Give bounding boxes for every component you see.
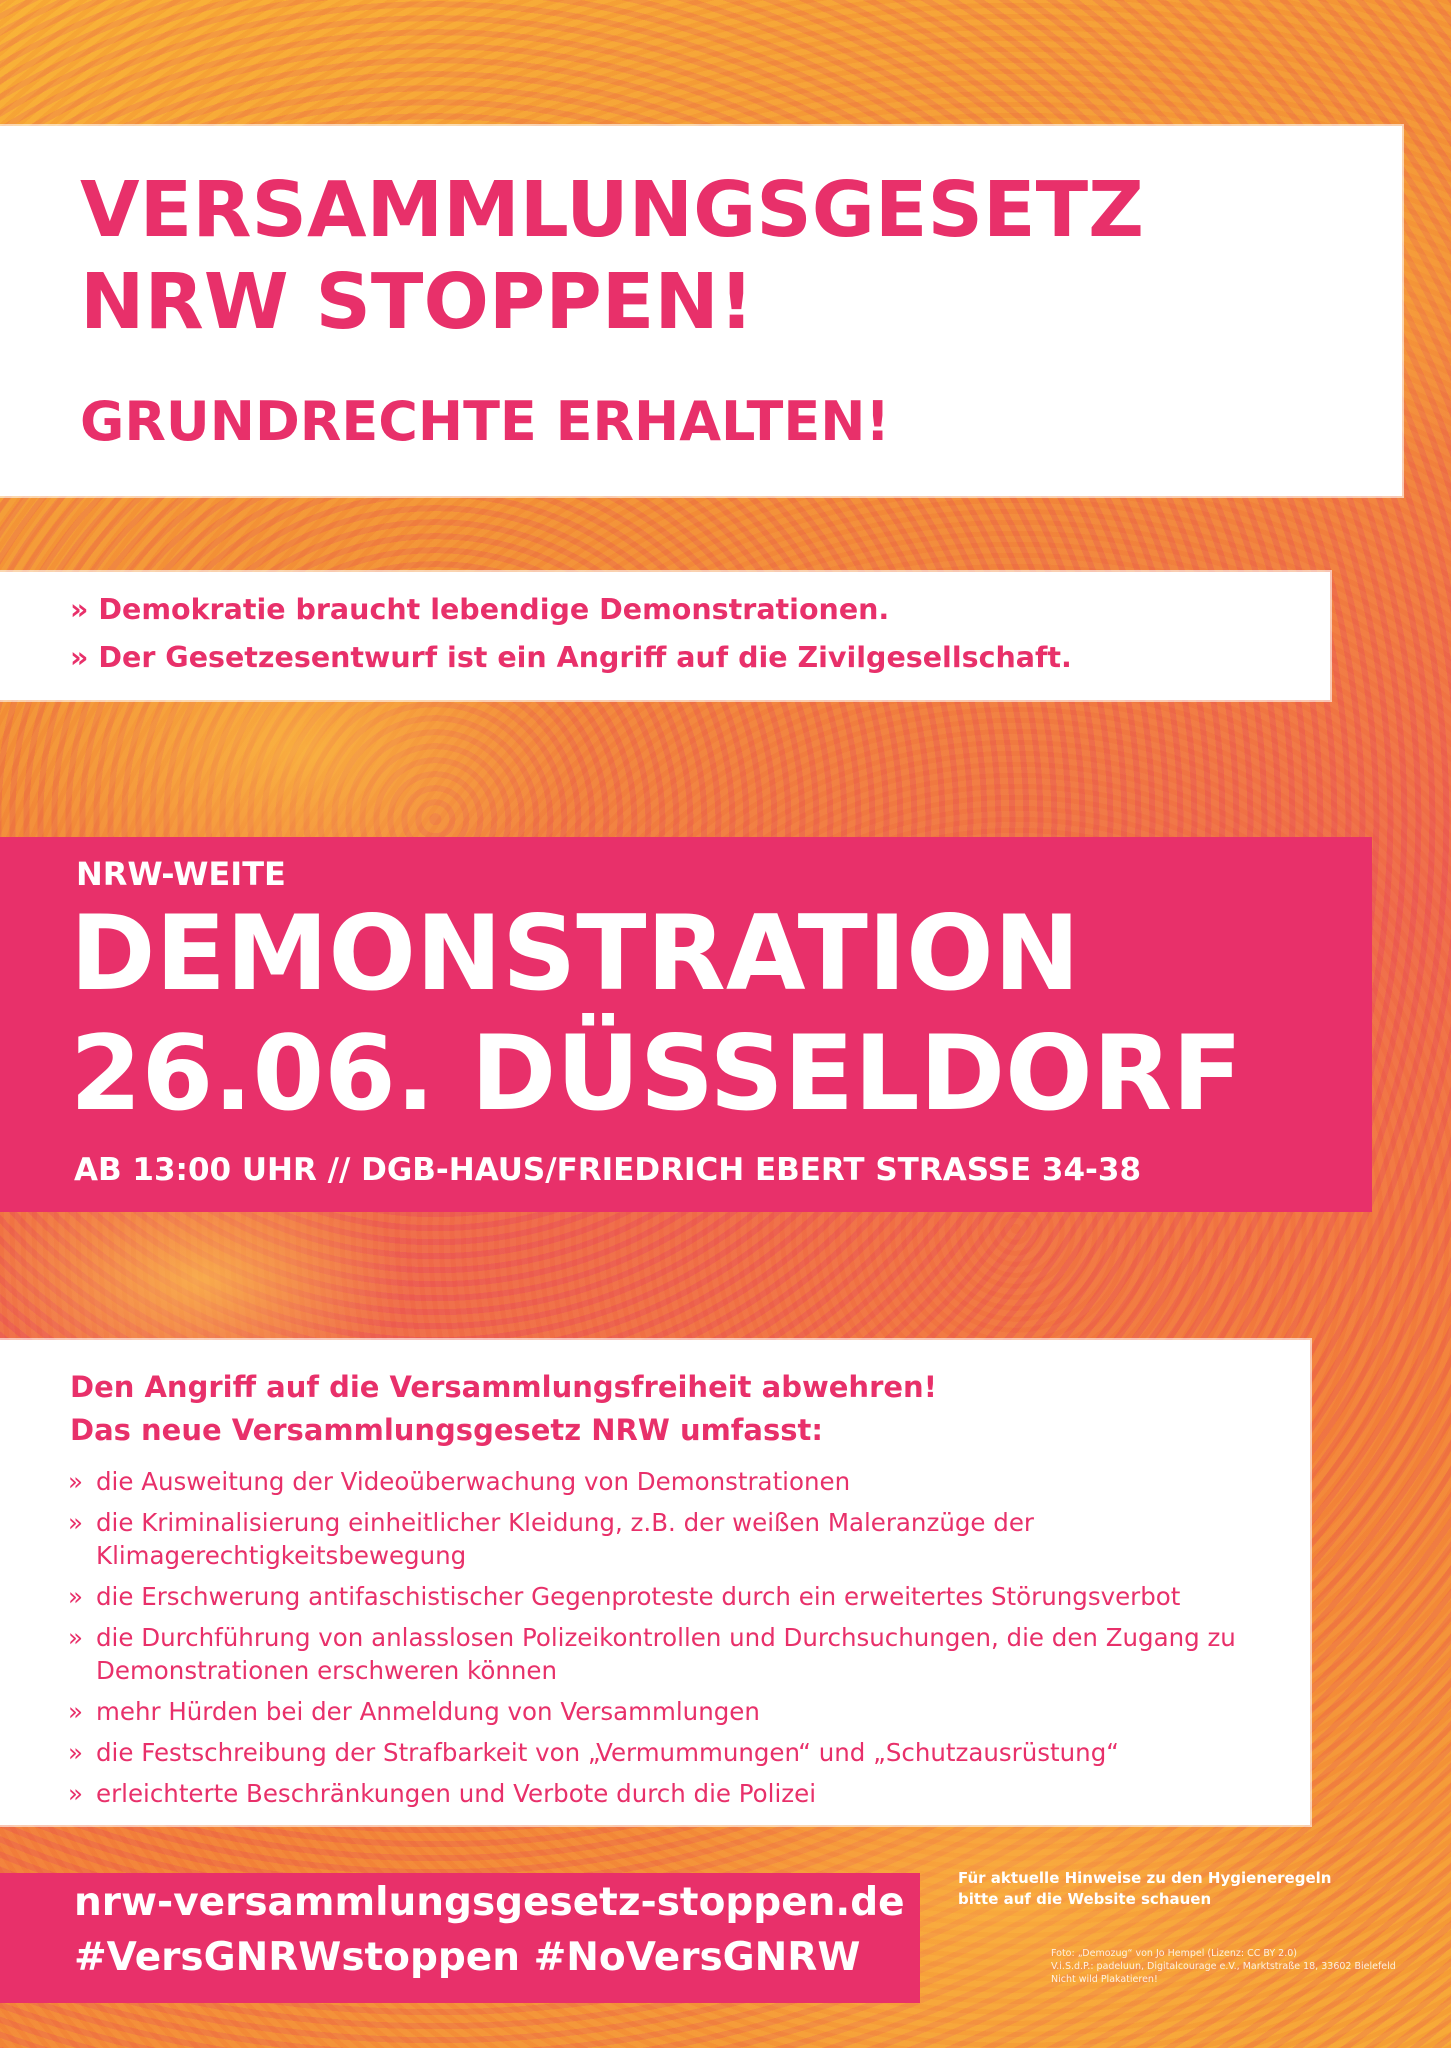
list-item: » die Kriminalisierung einheitlicher Kleidung, z.B. der weißen Maleranzüge der Klimagerechtigkeitsbewegung — [68, 1508, 1034, 1570]
event-kicker: NRW-WEITE — [76, 855, 286, 893]
claim-2: » Der Gesetzesentwurf ist ein Angriff auf die Zivilgesellschaft. — [70, 641, 1072, 674]
list-item: » mehr Hürden bei der Anmeldung von Versammlungen — [68, 1697, 760, 1726]
bullet-icon: » — [68, 1738, 83, 1767]
photo-credit: Foto: „Demozug“ von Jo Hempel (Lizenz: CC BY 2.0) — [1051, 1948, 1297, 1959]
hygiene-note-1: Für aktuelle Hinweise zu den Hygieneregeln — [958, 1869, 1332, 1887]
hygiene-note-2: bitte auf die Website schauen — [958, 1890, 1212, 1908]
bullet-icon: » — [68, 1623, 83, 1652]
subtitle: GRUNDRECHTE ERHALTEN! — [80, 390, 891, 453]
bullet-icon: » — [68, 1697, 83, 1726]
imprint: V.i.S.d.P.: padeluun, Digitalcourage e.V., Marktstraße 18, 33602 Bielefeld — [1051, 1961, 1396, 1972]
list-item: » die Ausweitung der Videoüberwachung von Demonstrationen — [68, 1467, 851, 1496]
bullet-icon: » — [68, 1779, 83, 1808]
claim-1: » Demokratie braucht lebendige Demonstrationen. — [70, 593, 890, 626]
event-headline-1: DEMONSTRATION — [70, 894, 1080, 1014]
list-item: » die Erschwerung antifaschistischer Gegenproteste durch ein erweitertes Störungsverbot — [68, 1582, 1181, 1611]
event-headline-2: 26.06. DÜSSELDORF — [70, 1014, 1243, 1134]
info-lead-1: Den Angriff auf die Versammlungsfreiheit abwehren! — [70, 1370, 937, 1404]
list-item: » die Festschreibung der Strafbarkeit von „Vermummungen“ und „Schutzausrüstung“ — [68, 1738, 1119, 1767]
claims-panel — [0, 572, 1330, 700]
main-title: VERSAMMLUNGSGESETZ NRW STOPPEN! — [80, 166, 1144, 347]
event-details: AB 13:00 UHR // DGB-HAUS/FRIEDRICH EBERT STRASSE 34-38 — [74, 1152, 1142, 1188]
bullet-icon: » — [68, 1508, 83, 1537]
hashtags: #VersGNRWstoppen #NoVersGNRW — [74, 1935, 861, 1980]
website-link[interactable]: nrw-versammlungsgesetz-stoppen.de — [74, 1880, 905, 1925]
bullet-icon: » — [68, 1467, 83, 1496]
info-lead-2: Das neue Versammlungsgesetz NRW umfasst: — [70, 1413, 823, 1447]
list-item: » erleichterte Beschränkungen und Verbote durch die Polizei — [68, 1779, 817, 1808]
list-item: » die Durchführung von anlasslosen Polizeikontrollen und Durchsuchungen, die den Zugang zu Demonstrationen erschweren können — [68, 1623, 1236, 1685]
poster-notice: Nicht wild Plakatieren! — [1051, 1974, 1158, 1985]
bullet-icon: » — [68, 1582, 83, 1611]
info-list — [68, 1465, 1298, 1818]
